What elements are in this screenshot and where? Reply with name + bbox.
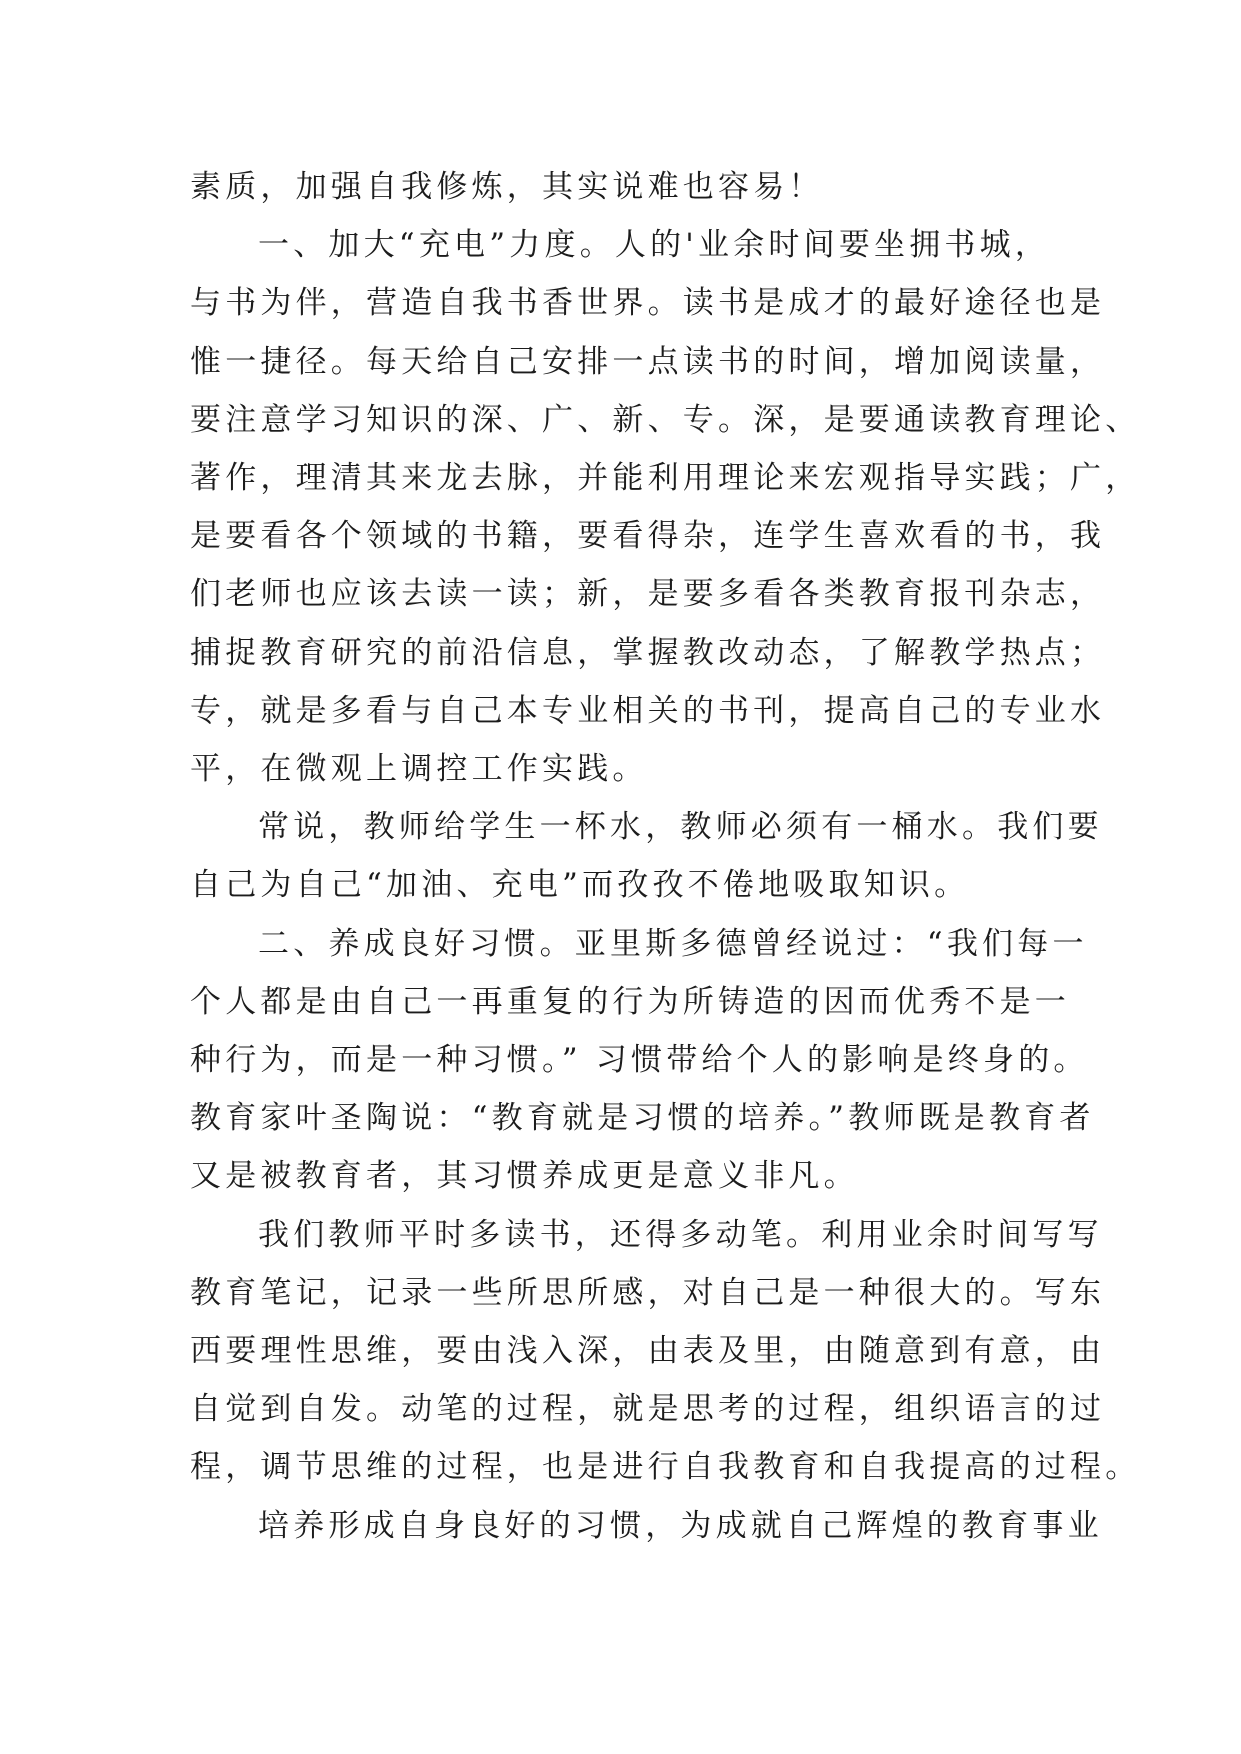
text-line: 培养形成自身良好的习惯，为成就自己辉煌的教育事业 xyxy=(258,1507,1103,1544)
paragraph xyxy=(190,158,1070,216)
text-line: 我们教师平时多读书，还得多动笔。利用业余时间写写 xyxy=(258,1216,1103,1253)
document-body xyxy=(190,158,1141,1555)
text-line: 种行为，而是一种习惯。” 习惯带给个人的影响是终身的。 xyxy=(190,1042,1089,1079)
text-line: 又是被教育者，其习惯养成更是意义非凡。 xyxy=(190,1158,859,1195)
text-line: 教育家叶圣陶说：“教育就是习惯的培养。”教师既是教育者 xyxy=(190,1100,1095,1137)
paragraph xyxy=(190,915,1095,1206)
text-line: 惟一捷径。每天给自己安排一点读书的时间，增加阅读量， xyxy=(190,343,1106,380)
text-line: 一、加大“充电”力度。人的'业余时间要坐拥书城， xyxy=(258,227,1051,264)
text-line: 们老师也应该去读一读；新，是要多看各类教育报刊杂志， xyxy=(190,576,1106,613)
text-line: 著作，理清其来龙去脉，并能利用理论来宏观指导实践；广， xyxy=(190,460,1141,497)
paragraph xyxy=(190,1206,1141,1497)
text-line: 个人都是由自己一再重复的行为所铸造的因而优秀不是一 xyxy=(190,983,1070,1020)
text-line: 二、养成良好习惯。亚里斯多德曾经说过：“我们每一 xyxy=(258,925,1088,962)
text-line: 教育笔记，记录一些所思所感，对自己是一种很大的。写东 xyxy=(190,1274,1106,1311)
text-line: 要注意学习知识的深、广、新、专。深，是要通读教育理论、 xyxy=(190,401,1141,438)
text-line: 素质，加强自我修炼，其实说难也容易！ xyxy=(190,169,824,205)
text-line: 西要理性思维，要由浅入深，由表及里，由随意到有意，由 xyxy=(190,1333,1106,1370)
text-line: 常说，教师给学生一杯水，教师必须有一桶水。我们要 xyxy=(258,809,1103,846)
text-line: 平，在微观上调控工作实践。 xyxy=(190,751,648,788)
paragraph xyxy=(190,798,1103,914)
paragraph xyxy=(190,1497,1103,1555)
text-line: 程，调节思维的过程，也是进行自我教育和自我提高的过程。 xyxy=(190,1449,1141,1486)
text-line: 自觉到自发。动笔的过程，就是思考的过程，组织语言的过 xyxy=(190,1391,1106,1428)
paragraph xyxy=(190,216,1141,798)
text-line: 是要看各个领域的书籍，要看得杂，连学生喜欢看的书，我 xyxy=(190,518,1106,555)
text-line: 专，就是多看与自己本专业相关的书刊，提高自己的专业水 xyxy=(190,692,1106,729)
text-line: 与书为伴，营造自我书香世界。读书是成才的最好途径也是 xyxy=(190,285,1106,322)
text-line: 自己为自己“加油、充电”而孜孜不倦地吸取知识。 xyxy=(190,867,970,904)
text-line: 捕捉教育研究的前沿信息，掌握教改动态，了解教学热点； xyxy=(190,634,1106,671)
